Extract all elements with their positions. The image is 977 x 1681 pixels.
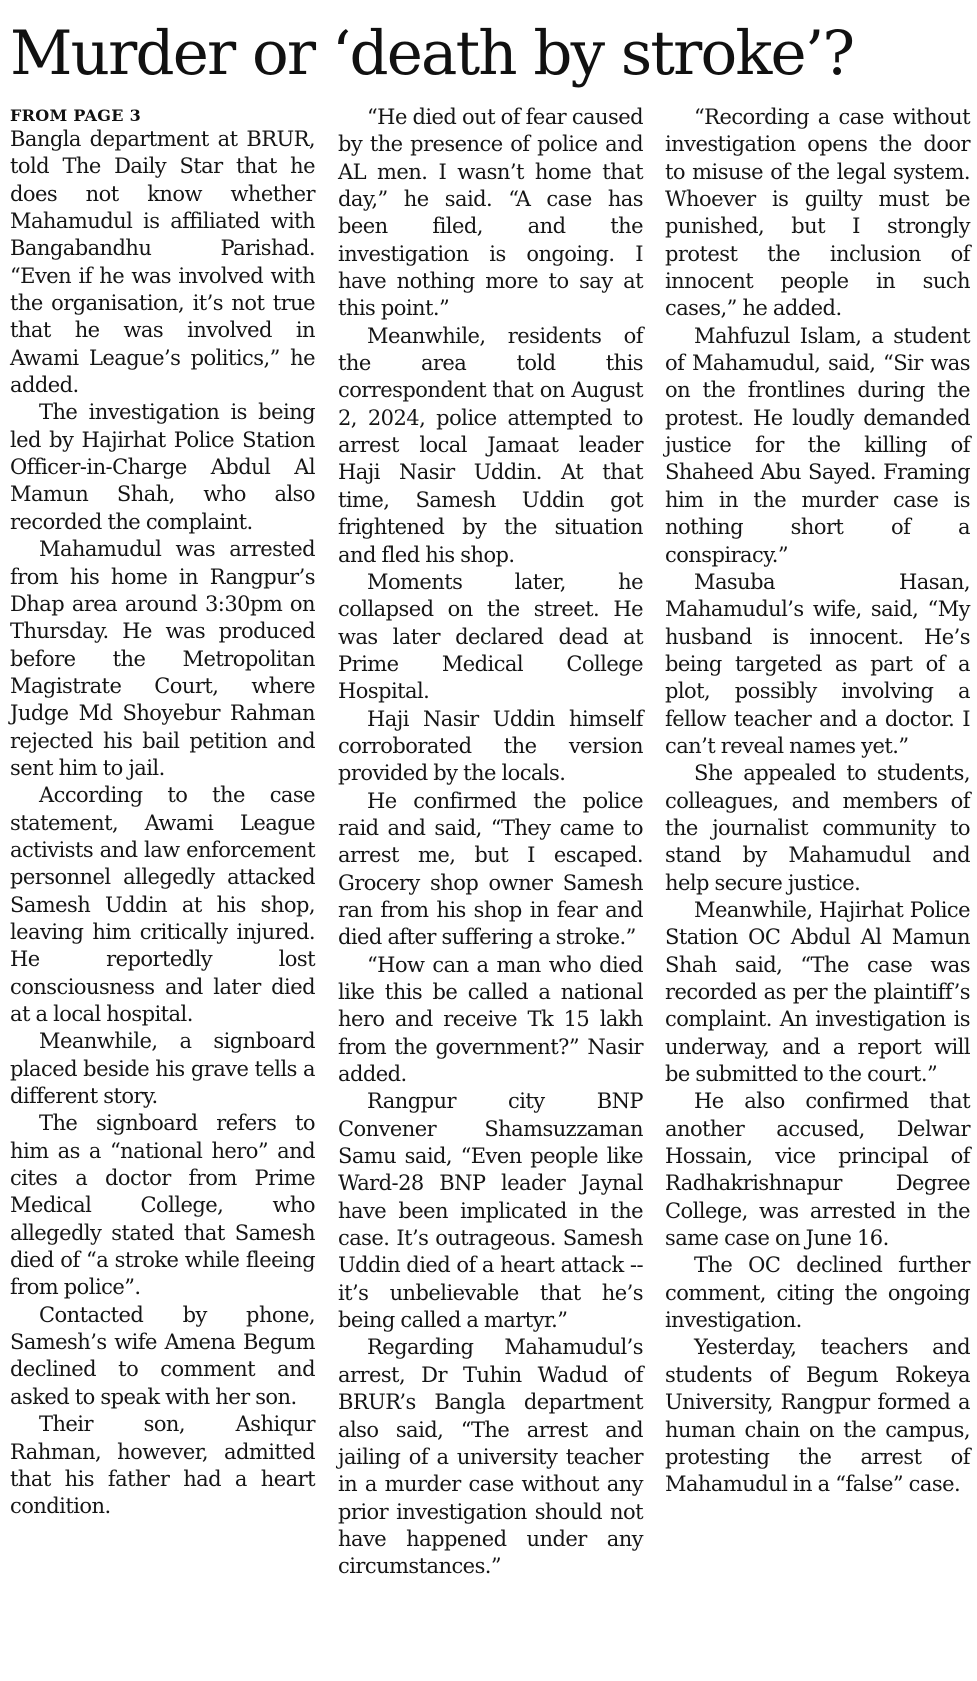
- paragraph: She appealed to students, colleagues, and members of the journalist community to stand by Mahamudul and help secure justice.: [665, 761, 970, 895]
- jump-label: FROM PAGE 3: [10, 106, 142, 125]
- paragraph: Meanwhile, a signboard placed beside his grave tells a different story.: [10, 1029, 315, 1109]
- paragraph: Meanwhile, Hajirhat Police Station OC Abdul Al Mamun Shah said, “The case was recorded as per the plaintiff’s complaint. An investigation is underway, and a report will be submitted to the court.”: [665, 897, 970, 1087]
- paragraph: “How can a man who died like this be called a national hero and receive Tk 15 lakh from the government?” Nasir added.: [338, 952, 643, 1087]
- paragraph: Their son, Ashiqur Rahman, however, admitted that his father had a heart condition.: [10, 1412, 315, 1519]
- paragraph: Mahamudul was arrested from his home in Rangpur’s Dhap area around 3:30pm on Thursday. He was produced before the Metropolitan Magistrate Court, where Judge Md Shoyebur Rahman rejected his bail petition and sent him to jail.: [10, 537, 315, 780]
- article-column-3: [665, 104, 970, 1499]
- paragraph: Regarding Mahamudul’s arrest, Dr Tuhin Wadud of BRUR’s Bangla department also said, “The arrest and jailing of a university teacher in a murder case without any prior investigation should not have happened under any circumstances.”: [338, 1335, 643, 1579]
- paragraph: Haji Nasir Uddin himself corroborated the version provided by the locals.: [338, 706, 643, 786]
- paragraph: Yesterday, teachers and students of Begum Rokeya University, Rangpur formed a human chain on the campus, protesting the arrest of Mahamudul in a “false” case.: [665, 1335, 970, 1497]
- paragraph: The OC declined further comment, citing the ongoing investigation.: [665, 1253, 970, 1333]
- paragraph: Bangla department at BRUR, told The Daily Star that he does not know whether Mahamudul is affiliated with Bangabandhu Parishad. “Even if he was involved with the organisation, it’s not true that he was involved in Awami League’s politics,” he added.: [10, 127, 315, 398]
- paragraph: According to the case statement, Awami League activists and law enforcement personnel allegedly attacked Samesh Uddin at his shop, leaving him critically injured. He reportedly lost consciousness and later died at a local hospital.: [10, 783, 315, 1026]
- paragraph: Moments later, he collapsed on the street. He was later declared dead at Prime Medical College Hospital.: [338, 569, 643, 704]
- paragraph: He confirmed the police raid and said, “They came to arrest me, but I escaped. Grocery shop owner Samesh ran from his shop in fear and died after suffering a stroke.”: [338, 788, 643, 950]
- article-column-1: [10, 104, 315, 1521]
- paragraph: The signboard refers to him as a “national hero” and cites a doctor from Prime Medical College, who allegedly stated that Samesh died of “a stroke while fleeing from police”.: [10, 1111, 315, 1300]
- paragraph: Contacted by phone, Samesh’s wife Amena Begum declined to comment and asked to speak with her son.: [10, 1302, 315, 1409]
- headline: Murder or ‘death by stroke’?: [10, 18, 854, 89]
- paragraph: The investigation is being led by Hajirhat Police Station Officer-in-Charge Abdul Al Mamun Shah, who also recorded the complaint.: [10, 400, 315, 534]
- paragraph: Rangpur city BNP Convener Shamsuzzaman Samu said, “Even people like Ward-28 BNP leader Jaynal have been implicated in the case. It’s outrageous. Samesh Uddin died of a heart attack -- it’s unbelievable that he’s being called a martyr.”: [338, 1089, 643, 1333]
- paragraph: “He died out of fear caused by the presence of police and AL men. I wasn’t home that day,” he said. “A case has been filed, and the investigation is ongoing. I have nothing more to say at this point.”: [338, 105, 643, 321]
- paragraph: He also confirmed that another accused, Delwar Hossain, vice principal of Radhakrishnapur Degree College, was arrested in the same case on June 16.: [665, 1089, 970, 1251]
- paragraph: “Recording a case without investigation opens the door to misuse of the legal system. Whoever is guilty must be punished, but I strongly protest the inclusion of innocent people in such cases,” he added.: [665, 105, 970, 321]
- paragraph: Masuba Hasan, Mahamudul’s wife, said, “My husband is innocent. He’s being targeted as part of a plot, possibly involving a fellow teacher and a doctor. I can’t reveal names yet.”: [665, 569, 970, 758]
- article-column-2: [338, 104, 643, 1581]
- paragraph: Mahfuzul Islam, a student of Mahamudul, said, “Sir was on the frontlines during the protest. He loudly demanded justice for the killing of Shaheed Abu Sayed. Framing him in the murder case is nothing short of a conspiracy.”: [665, 323, 970, 567]
- paragraph: Meanwhile, residents of the area told this correspondent that on August 2, 2024, police attempted to arrest local Jamaat leader Haji Nasir Uddin. At that time, Samesh Uddin got frightened by the situation and fled his shop.: [338, 323, 643, 567]
